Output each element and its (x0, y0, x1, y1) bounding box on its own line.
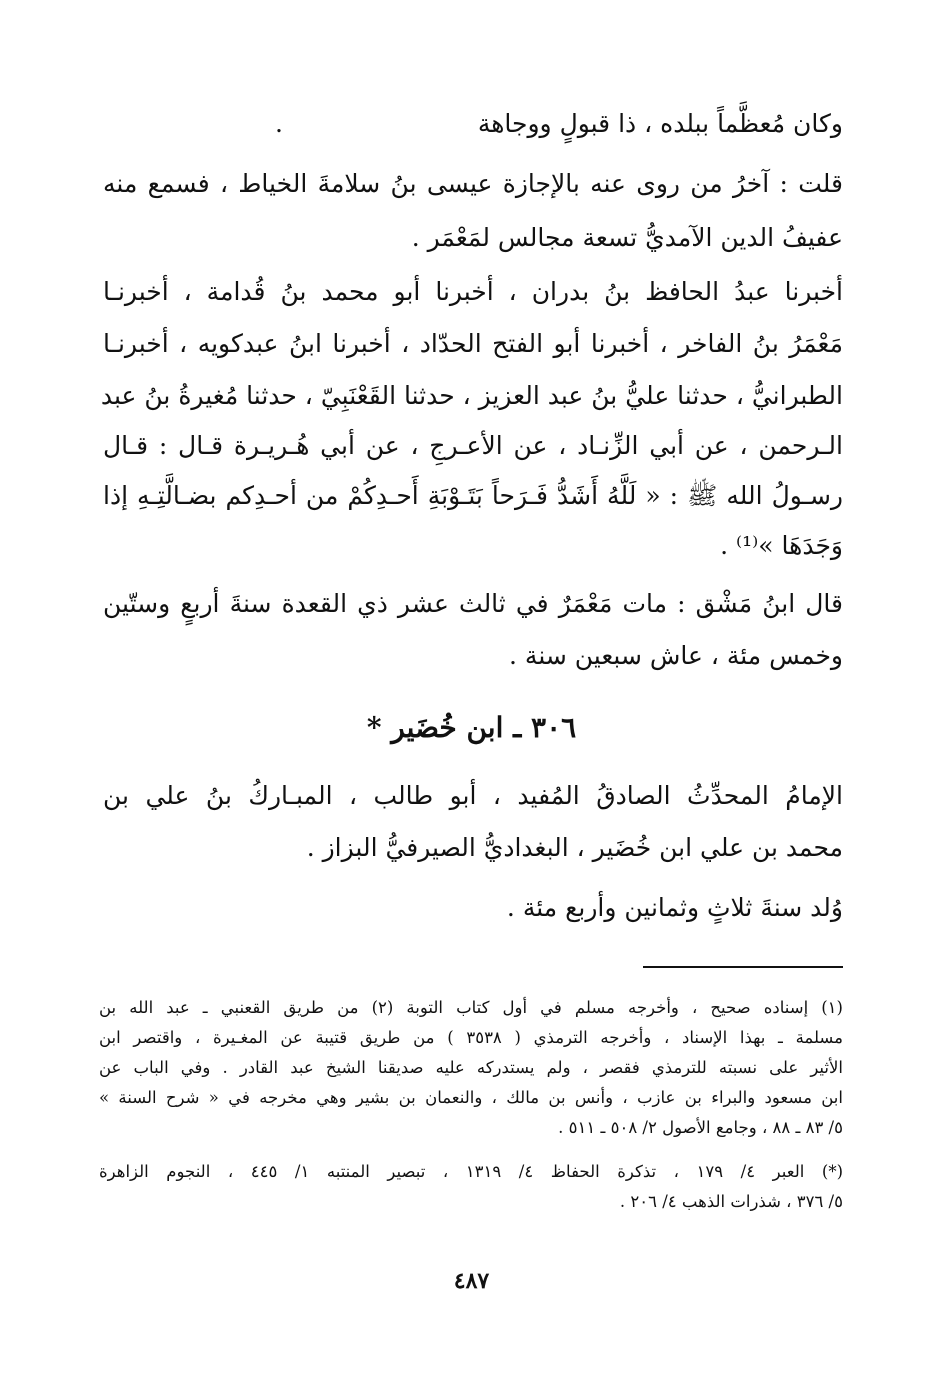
paragraph-2-line-1: قلت : آخرُ من روى عنه بالإجازة عيسى بنُ سلامةَ الخياط ، فسمع منه (103, 169, 843, 198)
paragraph-1-line-1: وكان مُعظَّماً ببلده ، ذا قبولٍ ووجاهة (477, 109, 843, 138)
footnote-1-line-5: ٥/ ٨٣ ـ ٨٨ ، وجامع الأصول ٢/ ٥٠٨ ـ ٥١١ . (558, 1118, 843, 1137)
paragraph-3-line-1: أخبرنا عبدُ الحافظ بنُ بدران ، أخبرنا أبو محمد بنُ قُدامة ، أخبرنـا (103, 277, 843, 306)
footnote-separator (643, 966, 843, 968)
paragraph-3-line-3: الطبرانيُّ ، حدثنا عليُّ بنُ عبد العزيز ، حدثنا القَعْنَبِيّ ، حدثنا مُغيرةُ بنُ عبد (100, 381, 843, 410)
paragraph-6-line-1: وُلد سنةَ ثلاثٍ وثمانين وأربع مئة . (506, 893, 843, 922)
page-number: ٤٨٧ (453, 1268, 490, 1294)
footnote-1-line-4: ابن مسعود والبراء بن عازب ، وأنس بن مالك ، والنعمان بن بشير وهي مخرجه في « شرح السنة » (99, 1088, 843, 1107)
paragraph-5-line-1: الإمامُ المحدِّثُ الصادقُ المُفيد ، أبو طالب ، المبـاركُ بنُ علي بن (103, 781, 843, 810)
footnote-2-line-2: ٥/ ٣٧٦ ، شذرات الذهب ٤/ ٢٠٦ . (619, 1192, 843, 1211)
paragraph-3-line-6: وَجَدَهَا »⁽¹⁾ . (720, 531, 843, 560)
paragraph-4-line-1: قال ابنُ مَشْق : مات مَعْمَرٌ في ثالث عشر ذي القعدة سنةَ أربعٍ وستّين (103, 589, 843, 618)
paragraph-3-line-4: الـرحمن ، عن أبي الزِّنـاد ، عن الأعـرجِ ، عن أبي هُـريـرة قـال : قـال (103, 431, 843, 460)
footnote-2-line-1: (*) العبر ٤/ ١٧٩ ، تذكرة الحفاظ ٤/ ١٣١٩ ، تبصير المنتبه ١/ ٤٤٥ ، النجوم الزاهرة (99, 1162, 844, 1181)
footnote-1-line-3: الأثير على نسبته للترمذي فقصر ، ولم يستدركه عليه صديقنا الشيخ عبد القادر . وفي الباب عن (99, 1058, 843, 1077)
paragraph-1-period: . (275, 109, 283, 138)
footnote-1-line-1: (١) إسناده صحيح ، وأخرجه مسلم في أول كتاب التوبة (٢) من طريق القعنبي ـ عبد الله بن (99, 998, 843, 1017)
entry-heading: ٣٠٦ ـ ابن خُضَير * (366, 711, 577, 744)
paragraph-2-line-2: عفيفُ الدين الآمديُّ تسعة مجالس لمَعْمَر . (411, 223, 843, 252)
paragraph-5-line-2: محمد بن علي ابن خُضَير ، البغداديُّ الصيرفيُّ البزاز . (306, 833, 843, 862)
paragraph-3-line-5: رسـولُ الله ﷺ : « لَلَّهُ أَشَدُّ فَـرَحاً بَتَـوْبَةِ أَحـدِكُمْ من أحـدِكم بضـالَّتِـهِ إذا (103, 481, 843, 510)
footnote-1-line-2: مسلمة ـ بهذا الإسناد ، وأخرجه الترمذي ( ٣٥٣٨ ) من طريق قتيبة عن المغـيرة ، واقتصر ابن (99, 1028, 843, 1047)
paragraph-4-line-2: وخمس مئة ، عاش سبعين سنة . (509, 641, 843, 670)
paragraph-3-line-2: مَعْمَرُ بنُ الفاخر ، أخبرنا أبو الفتح الحدّاد ، أخبرنا ابنُ عبدكويه ، أخبرنـا (103, 329, 843, 358)
